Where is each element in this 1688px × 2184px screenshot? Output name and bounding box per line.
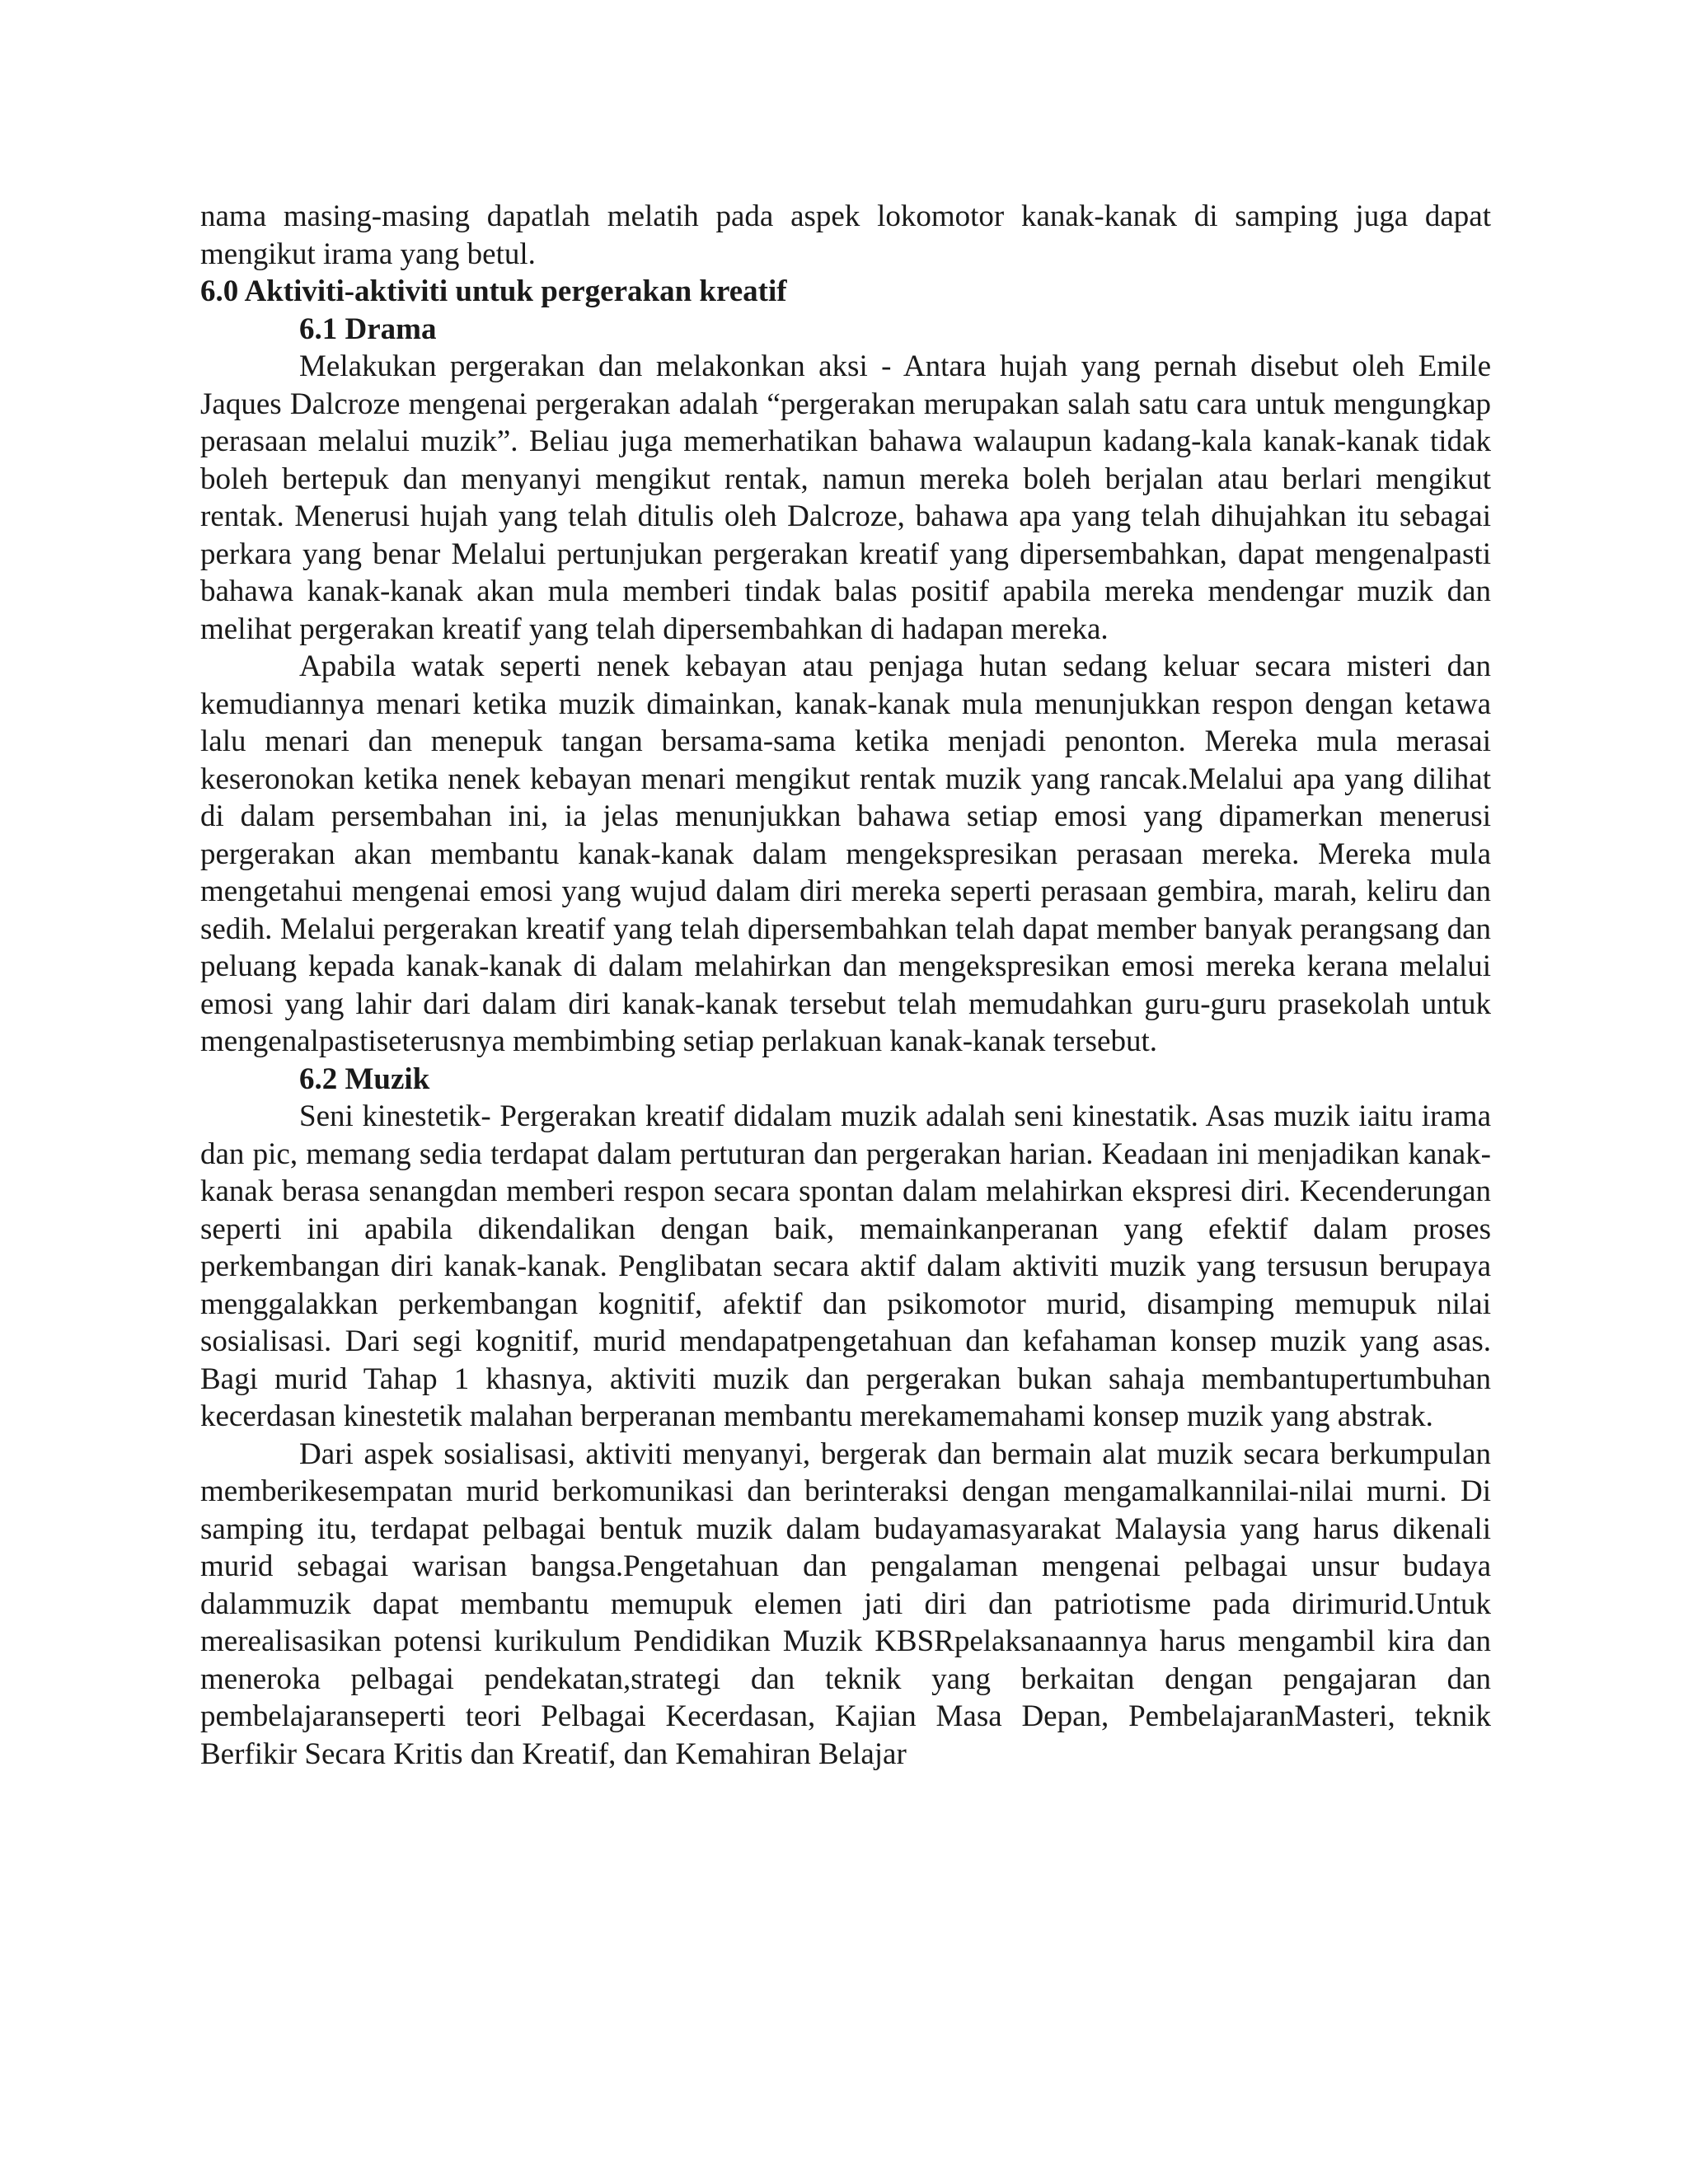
subsection-heading-drama: 6.1 Drama [299,312,437,346]
opening-paragraph: nama masing-masing dapatlah melatih pada aspek lokomotor kanak-kanak di samping juga dapat mengikut irama yang betul. [200,199,1491,271]
drama-paragraph-1: Melakukan pergerakan dan melakonkan aksi - Antara hujah yang pernah disebut oleh Emile Jaques Dalcroze mengenai pergerakan adalah “pergerakan merupakan salah satu cara untuk mengungkap perasaan melalui muzik”. Beliau juga memerhatikan bahawa walaupun kadang-kala kanak-kanak tidak boleh bertepuk dan menyanyi mengikut rentak, namun mereka boleh berjalan atau berlari mengikut rentak. Menerusi hujah yang telah ditulis oleh Dalcroze, bahawa apa yang telah dihujahkan itu sebagai perkara yang benar Melalui pertunjukan pergerakan kreatif yang dipersembahkan, dapat mengenalpasti bahawa kanak-kanak akan mula memberi tindak balas positif apabila mereka mendengar muzik dan melihat pergerakan kreatif yang telah dipersembahkan di hadapan mereka. [200,349,1491,646]
subsection-heading-muzik: 6.2 Muzik [299,1062,430,1096]
muzik-paragraph-2: Dari aspek sosialisasi, aktiviti menyanyi, bergerak dan bermain alat muzik secara berkumpulan memberikesempatan murid berkomunikasi dan berinteraksi dengan mengamalkannilai-nilai murni. Di samping itu, terdapat pelbagai bentuk muzik dalam budayamasyarakat Malaysia yang harus dikenali murid sebagai warisan bangsa.Pengetahuan dan pengalaman mengenai pelbagai unsur budaya dalammuzik dapat membantu memupuk elemen jati diri dan patriotisme pada dirimurid.Untuk merealisasikan potensi kurikulum Pendidikan Muzik KBSRpelaksanaannya harus mengambil kira dan meneroka pelbagai pendekatan,strategi dan teknik yang berkaitan dengan pengajaran dan pembelajaranseperti teori Pelbagai Kecerdasan, Kajian Masa Depan, PembelajaranMasteri, teknik Berfikir Secara Kritis dan Kreatif, dan Kemahiran Belajar [200,1436,1491,1771]
drama-paragraph-2: Apabila watak seperti nenek kebayan atau penjaga hutan sedang keluar secara misteri dan kemudiannya menari ketika muzik dimainkan, kanak-kanak mula menunjukkan respon dengan ketawa lalu menari dan menepuk tangan bersama-sama ketika menjadi penonton. Mereka mula merasai keseronokan ketika nenek kebayan menari mengikut rentak muzik yang rancak.Melalui apa yang dilihat di dalam persembahan ini, ia jelas menunjukkan bahawa setiap emosi yang dipamerkan menerusi pergerakan akan membantu kanak-kanak dalam mengekspresikan perasaan mereka. Mereka mula mengetahui mengenai emosi yang wujud dalam diri mereka seperti perasaan gembira, marah, keliru dan sedih. Melalui pergerakan kreatif yang telah dipersembahkan telah dapat member banyak perangsang dan peluang kepada kanak-kanak di dalam melahirkan dan mengekspresikan emosi mereka kerana melalui emosi yang lahir dari dalam diri kanak-kanak tersebut telah memudahkan guru-guru prasekolah untuk mengenalpastiseterusnya membimbing setiap perlakuan kanak-kanak tersebut. [200,649,1491,1058]
section-heading: 6.0 Aktiviti-aktiviti untuk pergerakan kreatif [200,274,787,308]
document-page [200,198,1491,1773]
muzik-paragraph-1: Seni kinestetik- Pergerakan kreatif didalam muzik adalah seni kinestatik. Asas muzik iaitu irama dan pic, memang sedia terdapat dalam pertuturan dan pergerakan harian. Keadaan ini menjadikan kanak-kanak berasa senangdan memberi respon secara spontan dalam melahirkan ekspresi diri. Kecenderungan seperti ini apabila dikendalikan dengan baik, memainkanperanan yang efektif dalam proses perkembangan diri kanak-kanak. Penglibatan secara aktif dalam aktiviti muzik yang tersusun berupaya menggalakkan perkembangan kognitif, afektif dan psikomotor murid, disamping memupuk nilai sosialisasi. Dari segi kognitif, murid mendapatpengetahuan dan kefahaman konsep muzik yang asas. Bagi murid Tahap 1 khasnya, aktiviti muzik dan pergerakan bukan sahaja membantupertumbuhan kecerdasan kinestetik malahan berperanan membantu merekamemahami konsep muzik yang abstrak. [200,1099,1491,1433]
